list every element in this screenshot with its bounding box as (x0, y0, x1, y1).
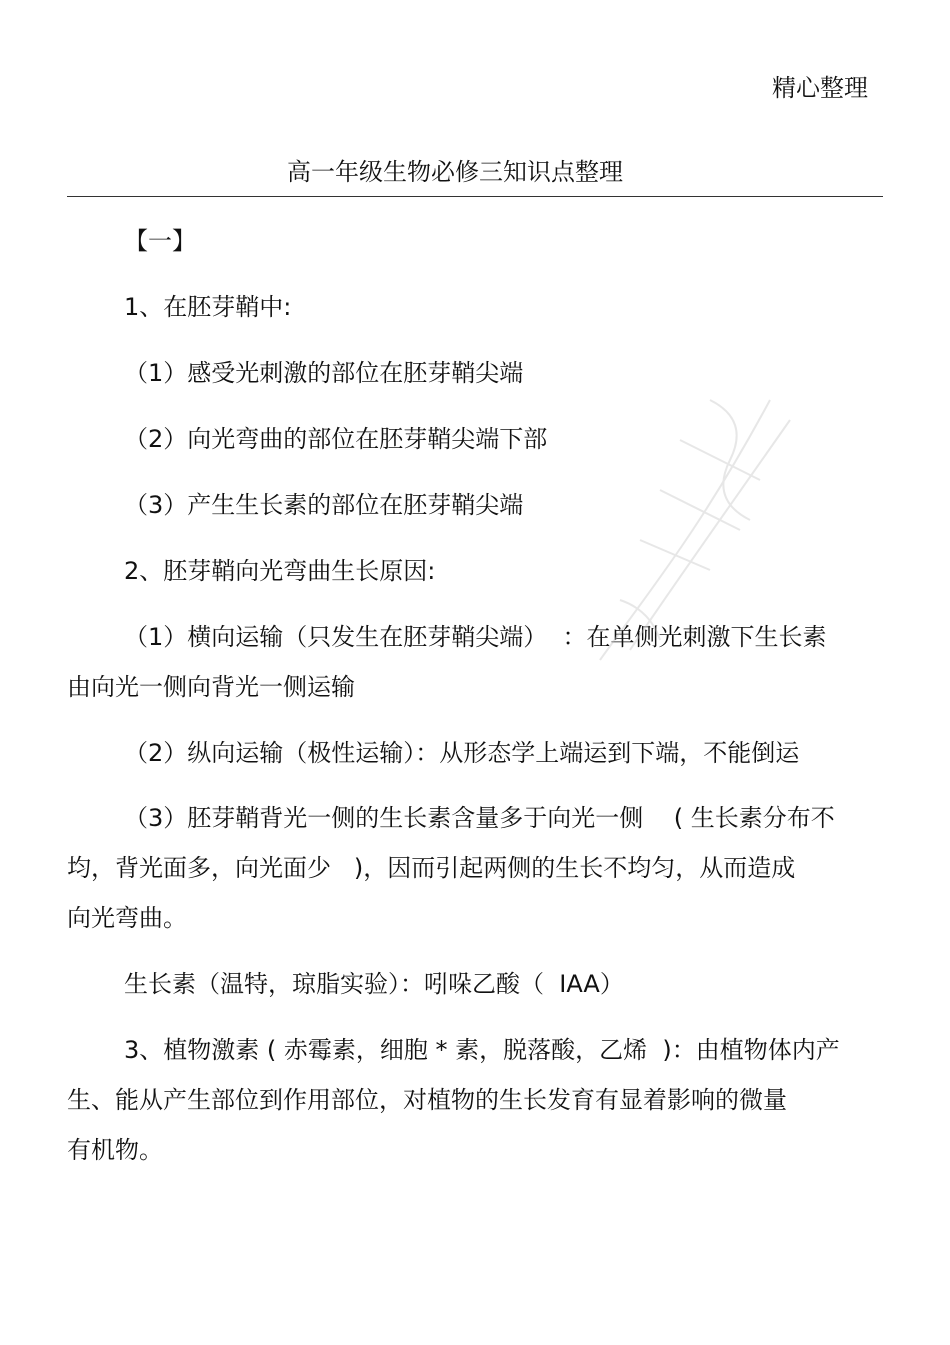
point-1-heading: 1、在胚芽鞘中: (124, 293, 292, 321)
point-2-heading: 2、胚芽鞘向光弯曲生长原因: (124, 557, 436, 585)
point-2-item-2: （2）纵向运输（极性运输）：从形态学上端运到下端，不能倒运 (124, 739, 800, 767)
document-title: 高一年级生物必修三知识点整理 (287, 158, 623, 186)
point-3-line-1: 3、植物激素 ( 赤霉素，细胞 * 素，脱落酸，乙烯 )：由植物体内产 (124, 1036, 840, 1064)
point-3-line-3: 有机物。 (67, 1136, 163, 1164)
point-1-item-2: （2）向光弯曲的部位在胚芽鞘尖端下部 (124, 425, 548, 453)
section-marker: 【一】 (124, 227, 196, 255)
header-note: 精心整理 (772, 74, 868, 102)
point-2-item-3-line-1: （3）胚芽鞘背光一侧的生长素含量多于向光一侧 ( 生长素分布不 (124, 804, 835, 832)
point-3-line-2: 生、能从产生部位到作用部位，对植物的生长发育有显着影响的微量 (67, 1086, 787, 1114)
title-divider (67, 196, 883, 197)
point-2-item-3-line-2: 均，背光面多，向光面少 )，因而引起两侧的生长不均匀，从而造成 (67, 854, 796, 882)
point-2-item-1-line-1: （1）横向运输（只发生在胚芽鞘尖端） ：在单侧光刺激下生长素 (124, 623, 827, 651)
point-1-item-3: （3）产生生长素的部位在胚芽鞘尖端 (124, 491, 524, 519)
point-2-item-1-line-2: 由向光一侧向背光一侧运输 (67, 673, 355, 701)
auxin-note: 生长素（温特，琼脂实验）：吲哚乙酸（ IAA） (124, 970, 624, 998)
watermark-logo (560, 360, 810, 680)
point-1-item-1: （1）感受光刺激的部位在胚芽鞘尖端 (124, 359, 524, 387)
point-2-item-3-line-3: 向光弯曲。 (67, 904, 187, 932)
